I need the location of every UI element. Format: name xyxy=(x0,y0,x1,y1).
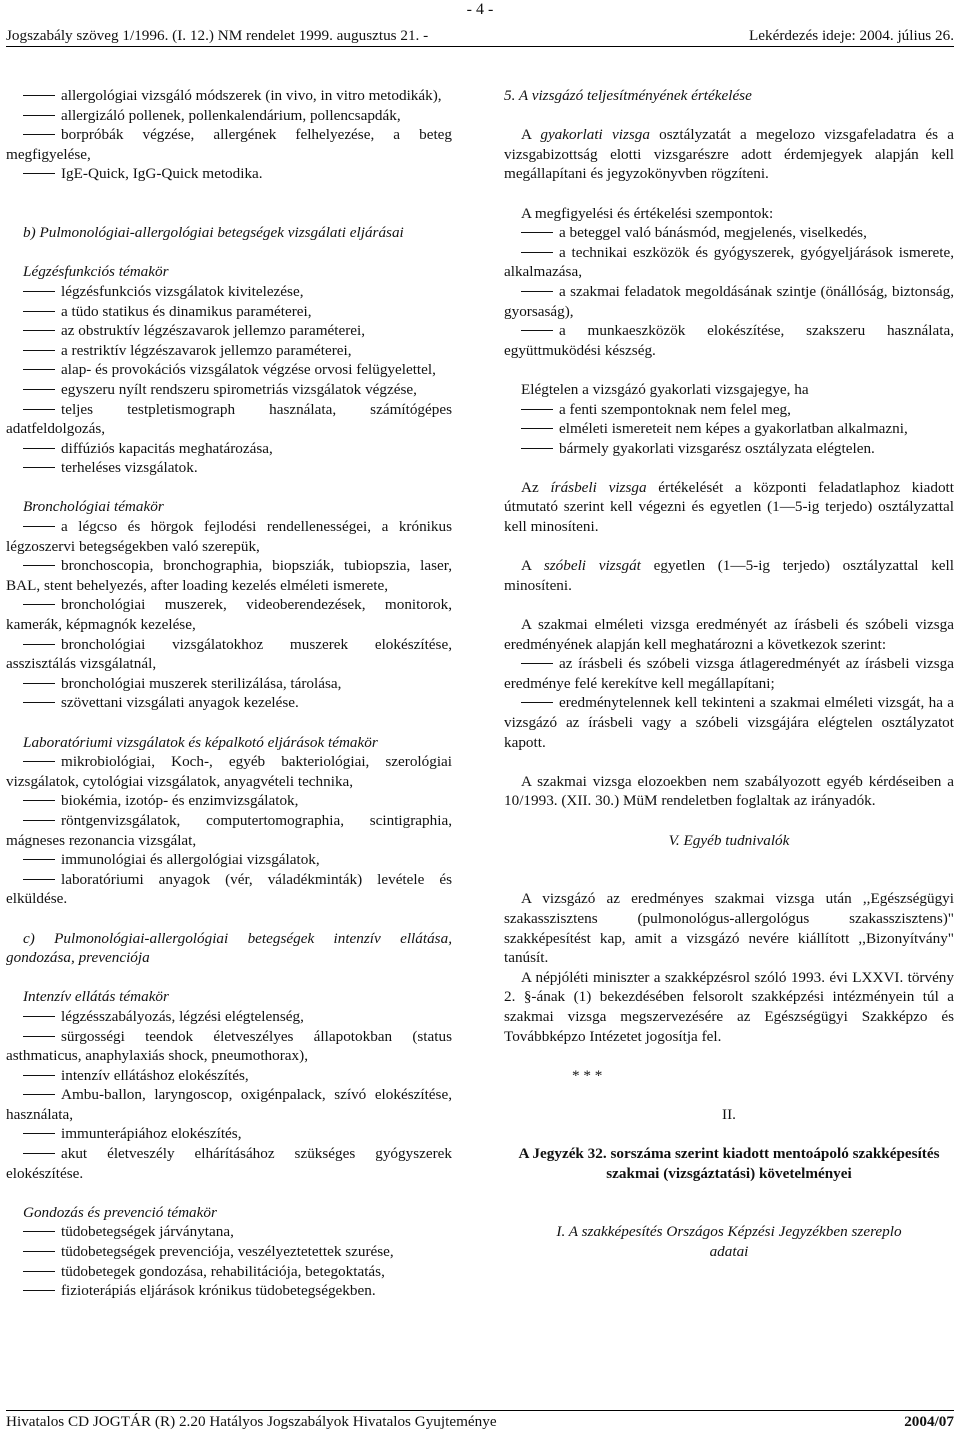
running-header xyxy=(6,26,954,46)
topic-title: Intenzív ellátás témakör xyxy=(23,988,169,1006)
list-item: az obstruktív légzészavarok jellemzo paraméterei, xyxy=(6,321,452,341)
list-item: légzésfunkciós vizsgálatok kivitelezése, xyxy=(6,282,452,302)
header-rule xyxy=(6,46,954,47)
list-item: diffúziós kapacitás meghatározása, xyxy=(6,439,452,459)
list-item: immunológiai és allergológiai vizsgálatok, xyxy=(6,850,452,870)
list-item: bronchológiai vizsgálatokhoz muszerek elokészítése, asszisztálás vizsgálatnál, xyxy=(6,635,452,673)
list-item: immunterápiához elokészítés, xyxy=(6,1124,452,1144)
left-column xyxy=(6,86,452,1301)
paragraph: A szóbeli vizsgát egyetlen (1—5-ig terjedo) osztályzattal kell minosíteni. xyxy=(504,557,954,594)
list-item: bármely gyakorlati vizsgarész osztályzata elégtelen. xyxy=(504,439,954,459)
list-item: légzésszabályozás, légzési elégtelenség, xyxy=(6,1007,452,1027)
list-item: terheléses vizsgálatok. xyxy=(6,458,452,478)
list-item: a munkaeszközök elokészítése, szakszeru használata, együttmuködési készség. xyxy=(504,322,954,359)
list-item: tüdobetegségek prevenciója, veszélyeztetettek szurése, xyxy=(6,1242,452,1262)
section-v-title: V. Egyéb tudnivalók xyxy=(668,831,790,849)
list-item: a beteggel való bánásmód, megjelenés, viselkedés, xyxy=(504,223,954,243)
list-item: tüdobetegek gondozása, rehabilitációja, betegoktatás, xyxy=(6,1262,452,1282)
list-item: Ambu-ballon, laryngoscop, oxigénpalack, szívó elokészítése, használata, xyxy=(6,1086,452,1123)
list-item: akut életveszély elhárításához szükséges gyógyszerek elokészítése. xyxy=(6,1145,452,1182)
section-c-title: c) Pulmonológiai-allergológiai betegségek intenzív ellátása, gondozása, prevenciója xyxy=(6,929,452,967)
list-item: az írásbeli és szóbeli vizsga átlageredményét az írásbeli vizsga eredménye felé kerekítve kell megállapítani; xyxy=(504,655,954,692)
paragraph: Az írásbeli vizsga értékelését a központi feladatlaphoz kiadott útmutató szerint kell végezni és egyetlen (1—5-ig terjedo) osztályzattal kell minosíteni. xyxy=(504,478,954,536)
footer-rule xyxy=(6,1410,954,1411)
paragraph: A szakmai vizsga elozoekben nem szabályozott egyéb kérdéseiben a 10/1993. (XII. 30.) MüM rendeletben foglaltak az irányadók. xyxy=(504,772,954,810)
footer-right: 2004/07 xyxy=(904,1413,954,1430)
paragraph: A népjóléti miniszter a szakképzésrol szóló 1993. évi LXXVI. törvény 2. §-ának (1) bekezdésében felsorolt szakképzési intézményein túl a szakmai vizsga megszervezésére az Egészségügyi Szakképzo és Továbbképzo Intézetet jogosítja fel. xyxy=(504,968,954,1045)
separator-stars: * * * xyxy=(572,1066,603,1084)
topic-title: Laboratóriumi vizsgálatok és képalkotó eljárások témakör xyxy=(23,733,378,751)
document-title: A Jegyzék 32. sorszáma szerint kiadott mentoápoló szakképesítés szakmai (vizsgáztatási) követelményei xyxy=(518,1145,940,1182)
list-item: IgE-Quick, IgG-Quick metodika. xyxy=(6,164,452,184)
list-item: mikrobiológiai, Koch-, egyéb bakteriológiai, szerológiai vizsgálatok, cytológiai vizsgálatok, anyagvételi technika, xyxy=(6,753,452,790)
list-item: laboratóriumi anyagok (vér, váladékminták) levétele és elküldése. xyxy=(6,870,452,908)
list-item: biokémia, izotóp- és enzimvizsgálatok, xyxy=(6,791,452,811)
footer-left: Hivatalos CD JOGTÁR (R) 2.20 Hatályos Jogszabályok Hivatalos Gyujteménye xyxy=(6,1413,497,1430)
header-right: Lekérdezés ideje: 2004. július 26. xyxy=(749,27,954,44)
part-number: II. xyxy=(722,1105,736,1123)
criteria-title: A megfigyelési és értékelési szempontok: xyxy=(521,204,774,222)
list-item: a restriktív légzészavarok jellemzo paraméterei, xyxy=(6,341,452,361)
list-item: egyszeru nyílt rendszeru spirometriás vizsgálatok végzése, xyxy=(6,380,452,400)
paragraph: A vizsgázó az eredményes szakmai vizsga után ,,Egészségügyi szakasszisztens (pulmonológus-allergológus szakasszisztens)" szakképesítést kap, amit a vizsgázó nevére kiállított ,,Bizonyítvány" tanúsít. xyxy=(504,890,954,967)
list-item: bronchológiai muszerek, videoberendezések, monitorok, kamerák, képmagnók kezelése, xyxy=(6,596,452,634)
page-number: - 4 - xyxy=(466,1,494,18)
list-item: fizioterápiás eljárások krónikus tüdobetegségekben. xyxy=(6,1281,452,1301)
paragraph: A gyakorlati vizsga osztályzatát a megelozo vizsgafeladatra és a vizsgabizottság elotti vizsgarészre adott érdemjegyek alapján kell megállapítani és jegyzokönyvben rögzíteni. xyxy=(504,126,954,183)
list-item: eredménytelennek kell tekinteni a szakmai elméleti vizsgát, ha a vizsgázó az írásbeli vagy a szóbeli vizsgájára elégtelen osztályzatot kapott. xyxy=(504,694,954,751)
list-item: a légcso és hörgok fejlodési rendellenességei, a krónikus légzoszervi betegségekben való szerepük, xyxy=(6,518,452,555)
list-item: borpróbák végzése, allergének felhelyezése, a beteg megfigyelése, xyxy=(6,126,452,163)
list-item: allergológiai vizsgáló módszerek (in vivo, in vitro metodikák), xyxy=(6,86,452,106)
list-item: a fenti szempontoknak nem felel meg, xyxy=(504,400,954,420)
list-item: alap- és provokációs vizsgálatok végzése orvosi felügyelettel, xyxy=(6,360,452,380)
list-item: a tüdo statikus és dinamikus paraméterei, xyxy=(6,302,452,322)
list-item: röntgenvizsgálatok, computertomographia, scintigraphia, mágneses rezonancia vizsgálat, xyxy=(6,811,452,849)
running-footer xyxy=(6,1412,954,1432)
list-item: tüdobetegségek járványtana, xyxy=(6,1222,452,1242)
list-item: intenzív ellátáshoz elokészítés, xyxy=(6,1066,452,1086)
paragraph: A szakmai elméleti vizsga eredményét az írásbeli és szóbeli vizsga eredményének alapján kell meghatározni a következok szerint: xyxy=(504,616,954,653)
list-item: a technikai eszközök és gyógyszerek, gyógyeljárások ismerete, alkalmazása, xyxy=(504,243,954,281)
list-item: szövettani vizsgálati anyagok kezelése. xyxy=(6,693,452,713)
topic-title: Bronchológiai témakör xyxy=(23,498,164,516)
list-item: sürgosségi teendok életveszélyes állapotokban (status asthmaticus, anaphylaxiás shock, pneumothorax), xyxy=(6,1027,452,1065)
list-item: a szakmai feladatok megoldásának szintje (önállóság, biztonság, gyorsaság), xyxy=(504,282,954,320)
list-item: bronchoscopia, bronchographia, biopsziák, tubiopszia, laser, BAL, stent behelyezés, after loading kezelés elméleti ismerete, xyxy=(6,557,452,594)
insufficient-title: Elégtelen a vizsgázó gyakorlati vizsgajegye, ha xyxy=(521,380,809,398)
list-item: teljes testpletismograph használata, számítógépes adatfeldolgozás, xyxy=(6,400,452,438)
list-item: elméleti ismereteit nem képes a gyakorlatban alkalmazni, xyxy=(504,419,954,439)
section-i-title: I. A szakképesítés Országos Képzési Jegyzékben szereplo adatai xyxy=(556,1223,902,1261)
topic-title: Légzésfunkciós témakör xyxy=(23,263,169,281)
right-column xyxy=(504,86,954,1262)
topic-title: Gondozás és prevenció témakör xyxy=(23,1203,217,1221)
section-5-title: 5. A vizsgázó teljesítményének értékelése xyxy=(504,87,752,104)
header-left: Jogszabály szöveg 1/1996. (I. 12.) NM rendelet 1999. augusztus 21. - xyxy=(6,27,429,44)
list-item: bronchológiai muszerek sterilizálása, tárolása, xyxy=(6,674,452,694)
section-b-title: b) Pulmonológiai-allergológiai betegségek vizsgálati eljárásai xyxy=(23,224,404,242)
list-item: allergizáló pollenek, pollenkalendárium, pollencsapdák, xyxy=(6,106,452,126)
